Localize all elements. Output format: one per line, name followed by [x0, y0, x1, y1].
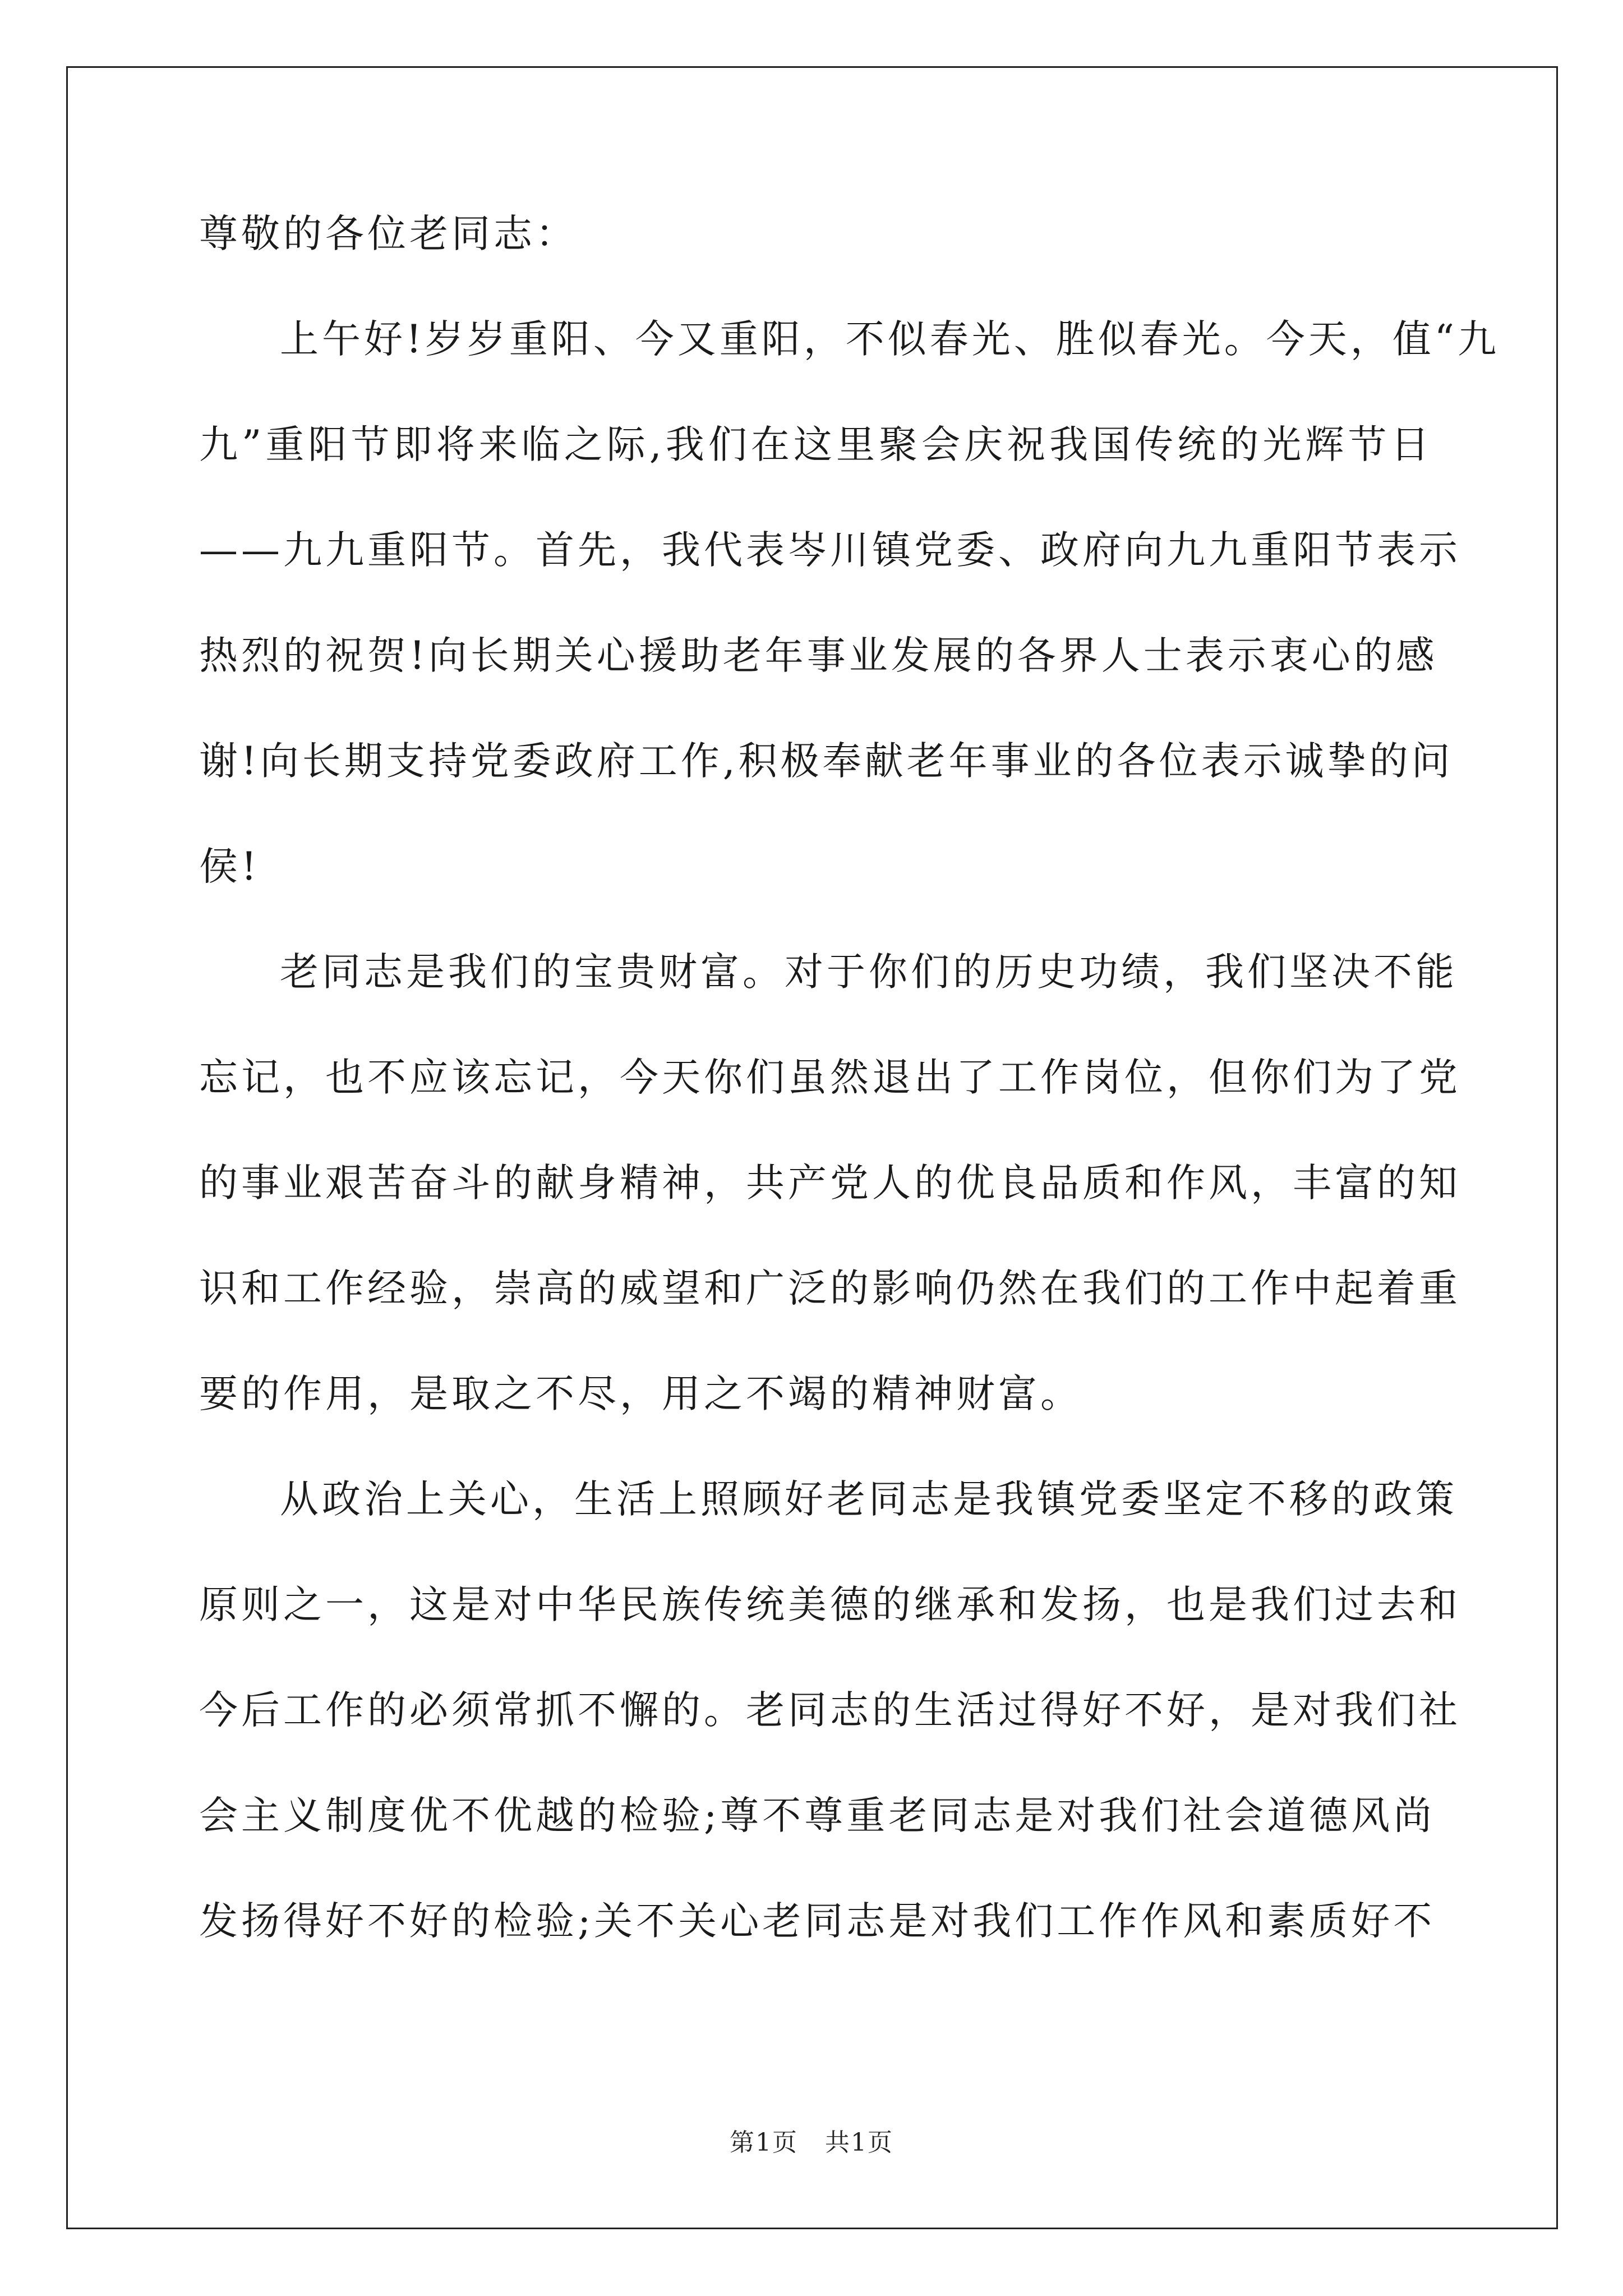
paragraph-line: 谢 ! 向 长 期 支 持 党 委 政 府 工 作 , 积 极 奉 献 老 年 事 业 的 各 位 表 示 诚 挚 的 问 [199, 739, 1454, 784]
paragraph-line: 上 午 好 ! 岁 岁 重 阳 、 今 又 重 阳 ， 不 似 春 光 、 胜 似 春 光 。 今 天 ， 值 “ 九 [280, 317, 1500, 362]
paragraph-line: 发扬得好不好的检验;关不关心老同志是对我们工作作风和素质好不 [199, 1899, 1436, 1944]
paragraph-line: 忘 记 ， 也 不 应 该 忘 记 ， 今 天 你 们 虽 然 退 出 了 工 作 岗 位 ， 但 你 们 为 了 党 [199, 1055, 1461, 1100]
paragraph-line: 老 同 志 是 我 们 的 宝 贵 财 富 。 对 于 你 们 的 历 史 功 绩 ， 我 们 坚 决 不 能 [280, 950, 1458, 995]
paragraph-line: 热 烈 的 祝 贺 ! 向 长 期 关 心 援 助 老 年 事 业 发 展 的 各 界 人 士 表 示 衷 心 的 感 [199, 633, 1438, 678]
paragraph-line: 会 主 义 制 度 优 不 优 越 的 检 验 ; 尊 不 尊 重 老 同 志 是 对 我 们 社 会 道 德 风 尚 [199, 1793, 1436, 1838]
paragraph-list [199, 313, 1500, 1948]
paragraph [199, 1473, 1461, 1948]
paragraph-line: 九 ” 重 阳 节 即 将 来 临 之 际 , 我 们 在 这 里 聚 会 庆 祝 我 国 传 统 的 光 辉 节 日 [199, 422, 1433, 467]
paragraph-line: 要的作用，是取之不尽，用之不竭的精神财富。 [199, 1372, 1082, 1416]
paragraph-line: 原 则 之 一 ， 这 是 对 中 华 民 族 传 统 美 德 的 继 承 和 发 扬 ， 也 是 我 们 过 去 和 [199, 1582, 1461, 1627]
page-number-current: 第1页 [730, 2128, 798, 2157]
paragraph [199, 946, 1461, 1421]
page-number-total: 共1页 [825, 2128, 893, 2157]
paragraph-line: 从 政 治 上 关 心 ， 生 活 上 照 顾 好 老 同 志 是 我 镇 党 委 坚 定 不 移 的 政 策 [280, 1477, 1458, 1522]
salutation-text: 尊敬的各位老同志： [199, 211, 578, 256]
paragraph-line: 识 和 工 作 经 验 ， 崇 高 的 威 望 和 广 泛 的 影 响 仍 然 在 我 们 的 工 作 中 起 着 重 [199, 1266, 1461, 1311]
paragraph-line: 的 事 业 艰 苦 奋 斗 的 献 身 精 神 ， 共 产 党 人 的 优 良 品 质 和 作 风 ， 丰 富 的 知 [199, 1161, 1461, 1205]
document-body [199, 208, 1500, 2000]
paragraph [199, 313, 1500, 894]
paragraph-line: 侯! [199, 844, 260, 889]
page-footer [0, 2127, 1623, 2159]
salutation [199, 208, 1433, 261]
paragraph-line: 今 后 工 作 的 必 须 常 抓 不 懈 的 。 老 同 志 的 生 活 过 得 好 不 好 ， 是 对 我 们 社 [199, 1688, 1461, 1733]
paragraph-line: — — 九 九 重 阳 节 。 首 先 ， 我 代 表 岑 川 镇 党 委 、 政 府 向 九 九 重 阳 节 表 示 [199, 528, 1461, 573]
